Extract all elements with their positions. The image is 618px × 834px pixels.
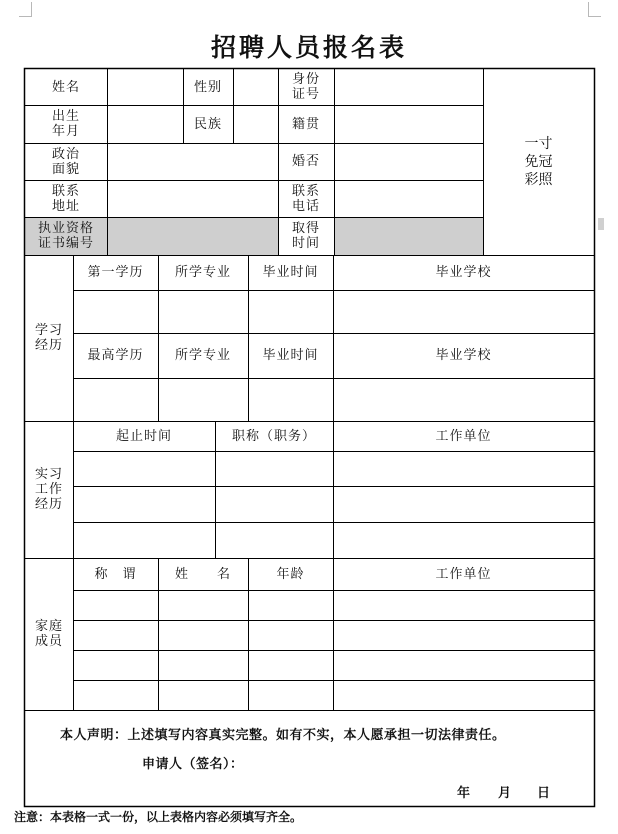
- first-grad-time-header: 毕业时间: [262, 265, 319, 280]
- address-field[interactable]: [107, 180, 278, 217]
- photo-placeholder[interactable]: 一寸 免冠 彩照: [524, 136, 553, 188]
- birth-field[interactable]: [107, 105, 183, 143]
- name-field[interactable]: [107, 69, 183, 105]
- highest-school-header: 毕业学校: [435, 348, 492, 363]
- address-label: 联系 地址: [51, 183, 80, 214]
- family-age-header: 年龄: [276, 566, 305, 582]
- marital-field[interactable]: [334, 143, 483, 180]
- marital-label: 婚否: [291, 154, 320, 169]
- political-status-label: 政治 面貌: [51, 146, 80, 177]
- date-year-label: 年: [457, 786, 471, 801]
- highest-degree-header: 最高学历: [87, 348, 144, 363]
- highest-major-header: 所学专业: [174, 348, 231, 363]
- cert-number-field[interactable]: [107, 217, 278, 255]
- id-number-label: 身份 证号: [291, 72, 320, 102]
- family-entry-row[interactable]: [73, 620, 594, 650]
- native-place-field[interactable]: [334, 105, 483, 143]
- family-entry-row[interactable]: [73, 680, 594, 710]
- political-status-field[interactable]: [107, 143, 278, 180]
- family-name-header: 姓 名: [174, 566, 231, 582]
- family-relation-header: 称 谓: [94, 566, 137, 582]
- work-entry-row[interactable]: [73, 486, 594, 522]
- family-entry-row[interactable]: [73, 650, 594, 680]
- work-title-header: 职称（职务）: [231, 428, 316, 444]
- cert-number-label: 执业资格 证书编号: [37, 221, 94, 251]
- signature-label: 申请人（签名）：: [142, 757, 244, 772]
- highest-degree-entry-row[interactable]: [73, 378, 594, 421]
- family-entry-row[interactable]: [73, 590, 594, 620]
- work-section-label: 实习 工作 经历: [34, 467, 63, 512]
- form-title: 招聘人员报名表: [210, 33, 407, 62]
- work-entry-row[interactable]: [73, 522, 594, 558]
- first-major-header: 所学专业: [174, 265, 231, 280]
- signature-field[interactable]: [270, 753, 470, 771]
- family-unit-header: 工作单位: [435, 566, 492, 582]
- date-month-label: 月: [498, 786, 512, 801]
- phone-field[interactable]: [334, 180, 483, 217]
- ethnicity-field[interactable]: [233, 105, 278, 143]
- footer-note: 注意：本表格一式一份，以上表格内容必须填写齐全。: [14, 810, 303, 824]
- gender-field[interactable]: [233, 69, 278, 105]
- declaration-text: 本人声明：上述填写内容真实完整。如有不实，本人愿承担一切法律责任。: [60, 728, 506, 743]
- education-section-label: 学习 经历: [34, 323, 63, 353]
- work-period-header: 起止时间: [115, 428, 172, 444]
- obtained-date-field[interactable]: [334, 217, 483, 255]
- work-entry-row[interactable]: [73, 451, 594, 486]
- obtained-date-label: 取得 时间: [291, 221, 320, 251]
- id-number-field[interactable]: [334, 69, 483, 105]
- native-place-label: 籍贯: [291, 116, 320, 132]
- first-school-header: 毕业学校: [435, 265, 492, 280]
- name-label: 姓名: [51, 79, 80, 95]
- highest-grad-time-header: 毕业时间: [262, 348, 319, 363]
- first-degree-header: 第一学历: [87, 265, 144, 280]
- first-degree-entry-row[interactable]: [73, 290, 594, 333]
- work-unit-header: 工作单位: [435, 428, 492, 444]
- date-day-label: 日: [537, 786, 551, 801]
- phone-label: 联系 电话: [291, 183, 320, 214]
- ethnicity-label: 民族: [193, 116, 222, 132]
- birth-label: 出生 年月: [51, 109, 80, 139]
- gender-label: 性别: [193, 79, 222, 95]
- family-section-label: 家庭 成员: [34, 619, 63, 649]
